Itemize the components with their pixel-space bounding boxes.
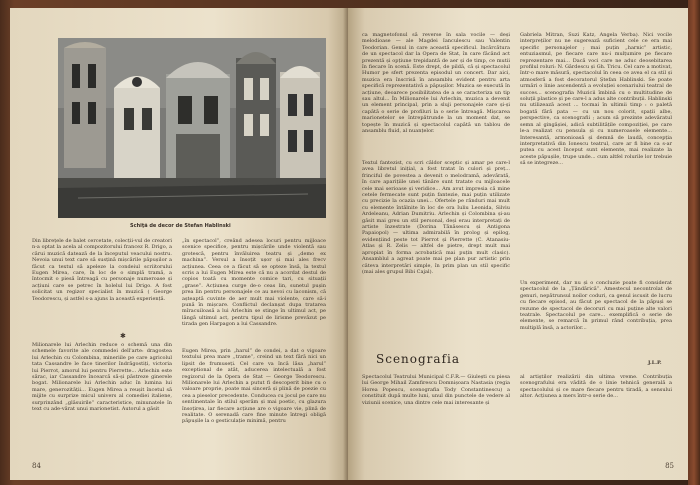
- page-number-right: 85: [665, 462, 674, 470]
- left-col2b-text: Eugen Mirea, prin „harul” de condei, a dat o vigoare textului prea mare ,,trame”, creind un text fără nici un lipsit de frumuseți. Cel care va încă lăsa „harul” exceptional de atât, aducerea intelectuală a fost regizorul de la Opera de Stat — George Teodorescu. Milionarele lui Arlechin a putut fi descoperit bine cu o valoare proprie, poate mai sinceră și plină de poezie cu cea a pieselor precedente. Conducea cu jocul pe care nu sentimentale în stilul sperăm și mai poetic, cu glazura însoțirea, iar fiecare acțiune are o vigoare vie, plină de realitate. O serenadă care fine minute întregi obligă păpușile la o gesticulație minimă, pentru: [182, 348, 326, 425]
- article-signature: J.L.P.: [648, 360, 662, 366]
- left-col1-text: Din librețele de balet cercetate, colecții-vul de creatori n-a optat la acela al compozitorului francez R. Drigo, a cărui muzică datează de la începutul veacului nostru. Nevoia unui text care să susțină mișcările păpușilor a făcut ca textul să apeleze la condeiul scriitorului Eugen Mirea, care, în loc de o simplă tramă, a întocmit o piesă întreagă cu personaje numeroase și acțiuni care se petrec în holelul lui Drigo. A fost solicitat un regizor specialist în muzică ( George Teodorescu, și astfel s-a ajuns la această experiență.: [32, 238, 172, 302]
- section-title-scenografia: Scenografia: [376, 352, 461, 366]
- right-col1b-text: Textul fantezist, cu scri căldor sceptic și amar pe care-l avea libretul inițial, a fost tratat în culori și preț... frinciful de povestea a devenit o melodramă, adevărată, în care aparițiile unei tânăre sunt tratate cu mijloacele cele mai serioase și veridice... Am avut impresia că mine cetele fermecate sunt puțin fantezie, mai puțin utilizate cu precizie la ocazia unei... Ofertele pe rânduri mai mult cu elemente întâlnite în loc de ora Iuliu Leonida, Silviu Ardeleanu, Adrian Dumitriu. Arlechin și Colombina și-au găsit mai greu un stil personal, deși erau interpretați de artiste înzestrate (Dorina Tănăsescu și Antigona Papaiopol) — ultima admirabilă în prolog și epilog, evidențiind peste tot Pierrot și Pierrette (C. Atanasiu-Atlas și R. Zelis — altfel de pietre, drept mult mai apropiat în forma acrobatică mai puțin mult clasic). Ansamblul a agreat poate mai pe plan pur artistic prin câteva interpretări simple, în prim plan un stil specific (mai ales grupul Bibi Cajal).: [362, 160, 510, 275]
- section-separator-star: ✱: [120, 332, 126, 340]
- left-col2-text: „în spectacol”, creând adesea locuri pentru mijloace scenice specifice, pentru mișcările unde violentă sau grotescă, pentru învăluirea teatru și „demo ex machina”. Versul a însoțit ușor și mai ales frecv acțiunea. Ceea ce a făcut să se opteze însă, la textul scris a lui Eugen Mirea este că nu a acordat destul de copios toată cu momente comice tari, cu situații „grase”. Acțiunea curge de-o ceas lin, sunetul pușin prea lin pentru personajele ce au nevoi cu laconism, că așteaptă cuvinte de aer mult mai violente, care să-i pună în mișcare. Conflictul declanșat dupa tratarea mîracuiloasă a lui Arlechin se stinge în ultimul act, pe lângă ultimul act, pentru tipul de lirisme prevăzut pe tirada gen Harpagon a lui Cassandre.: [182, 238, 326, 328]
- right-col1-text: ca magnetofonul să reverse în sala vocile — deși melodioase — ale Magdei Ianculescu sau Valentin Teodorian. Genul in care această specificul. Incărcătura de un spectacol dar la Opera de Stat, în care făcând act prezentă și opțiune trepidantă de aer și de timp, ce mutii în fiecare în scenă. Este drept, de pildă, că și spectacolul Humor pe sfert prezenta episodul un concert. Dar aici, muzica era înscrisă în ansamblu evident pentru arta specifică reprezentativă a păpușilor. Muzica se execută în acțiune, deoarece posibilitatea de a se caracteriza un tip sau altul... În Milionarele lui Arlechin, muzica a devenit un element principal, prin a sluji personajele care și-și capătă o serie de profiluri la o serie întreagă. Mișcarea marionetelor se întrepătrunde la un moment dat, se topește în muzică și spectacolul capătă un tablou de ansamblu fluid, al nuanțelor.: [362, 32, 510, 135]
- right-page: [348, 8, 688, 480]
- right-col2-text: Gabriela Mitran, Suzi Katz, Angela Verba). Nici vocile interpreților nu ne sugerează suficient cele ce era mai specific personajelor ; mai puțin „harnic” artistic, entuziasmul, pe fiecare care nu-i mulțumire pe fiecare reprezentare mai... Dacă voci care ne aduc deosebitarea profilul roluri: N. Gârdescu și Gh. Tricu. Cel care a motivat, într-o mare măsură, spectacolul în ceea ce avea el ca stil și atmosferă a fost decoratorul Ștefan Hablinski. Se poate urmări o linie ascendentă a evoluției scenariului teatral de succes... scenografia Muzicii îmbină cu o multitudine de soluții plastice și pe care-l a adus alte contribuții. Hablinski nu utilizează acest ... tocmai în ultimii timp : o paletă bogată fără pata — cu un nou colorit, spații albe, perspective, ca scenografii ; acum să prezinte adevăratul semn al gingășiei, adică subtilitățile compoziției, pe care le-a realizat cu pensula și cu numeroasele elemente... Interesantă, armonioasă și demnă de laudă, concepția interpretativă din Ionescu teatrul, care ar fi bine ca s-ar putea cu acest început sunt elemente, mai realizate la aceste păpușile, trupe unde... cum altfel rolurile lor trebuie să se integreze...: [520, 32, 672, 167]
- book-cover-edge: [688, 0, 700, 485]
- right-col2b-text: Un experiment, dar nu și o concluzie poate fi considerat spectacolul de la „Țăndărică”. Amestecul necontrolat de genuri, nepătrunsul noilor coduri, ca genul iscusit de lucru cu fiecare episod, au făcut pe spectacol de la păpuși se rezume de spectacol de decoruri cu mai puține alte valori teatrale. Spectacolul pe care... exemplifică o serie de elemente, se remarcă în primul rând contribuția, prea multiplă însă, a actorilor...: [520, 280, 672, 331]
- right-bottom-right-text: al artiștilor realizării din ultima vreme. Contribuția scenografului era vădită de o linie tehnică generală a spectacolului și ce mare fiecare pentru tiradă, a sensului altor. Acțiunea a mers într-o serie de...: [520, 374, 672, 400]
- page-number-left: 84: [32, 462, 41, 470]
- stage-design-drawing: [58, 38, 326, 218]
- left-col1b-text: Milionarele lui Arlechin reduce o schemă una din schemele favorite ale commedei dell'arte: dragostea lui Arlechin cu Colombina, mineriile pe care agricolul tata Cassandre le face tinerilor îndrăgostiți, victoria lui Pierrot, amorul lui pentru Pierrette... Arlechin este sărac, iar Cassandre încearcă să-și păstreze ginerele bogat. Milionarele lui Arlechin aduc în lumina lui mare, generozității... Eugen Mirea a reușit încetul să mijite cu surprize micul univers al comediei italiene, surprinzând „glăsuirile” caracteristice, minunatele în text cu ade-vărat unui marionetist. Autorul a găsit: [32, 342, 172, 413]
- left-page: [10, 8, 348, 480]
- stage-design-illustration: [58, 38, 326, 218]
- illustration-caption: Schiţă de decor de Stefan Hablinski: [130, 223, 231, 229]
- right-bottom-left-text: Spectacolul Teatrului Municipal C.F.R.— Giulești cu piesa lui George Mihail Zamfirescu Domnișoara Nastasia (regia Horea Popescu, scenografia Tody Constantinescu) a constituit după multe luni, unul din punctele de vedere al viziunii scenice, una dintre cele mai interesante și: [362, 374, 510, 406]
